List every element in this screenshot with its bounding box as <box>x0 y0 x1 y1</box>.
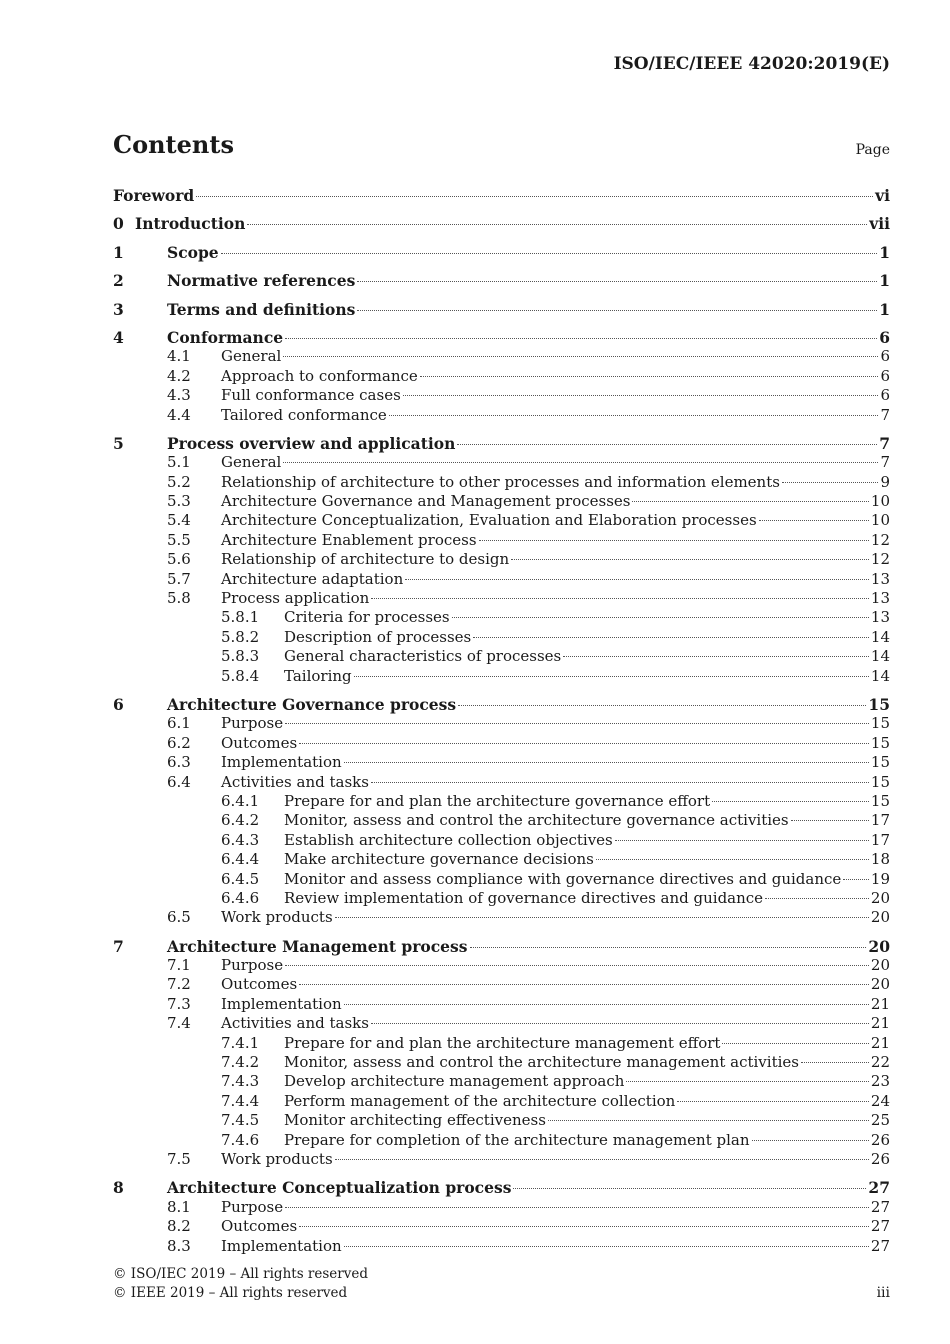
toc-entry-page: 17 <box>870 811 890 830</box>
toc-entry-title: Outcomes <box>221 733 298 752</box>
toc-entry-page: 22 <box>870 1053 890 1072</box>
toc-dot-leader <box>479 540 869 541</box>
toc-dot-leader <box>791 820 869 821</box>
toc-entry[interactable] <box>113 1217 890 1236</box>
table-of-contents <box>113 186 890 1265</box>
toc-entry-page: 10 <box>870 492 890 511</box>
toc-entry-number: 4.2 <box>167 366 191 385</box>
toc-entry-title: Prepare for completion of the architecture management plan <box>284 1130 750 1149</box>
toc-entry-number: 7 <box>113 936 124 956</box>
toc-entry-title: Foreword <box>113 186 195 205</box>
toc-entry-title: Normative references <box>167 271 356 291</box>
toc-dot-leader <box>801 1062 869 1063</box>
toc-entry-page: 20 <box>870 956 890 975</box>
toc-entry-page: 7 <box>880 453 890 472</box>
toc-dot-leader <box>473 637 869 638</box>
toc-entry-title: Process overview and application <box>167 433 456 453</box>
toc-entry-page: 15 <box>870 753 890 772</box>
toc-entry[interactable] <box>113 511 890 530</box>
toc-dot-leader <box>470 947 867 948</box>
toc-entry[interactable] <box>113 956 890 975</box>
toc-dot-leader <box>357 310 877 311</box>
toc-entry-title: General characteristics of processes <box>284 647 562 666</box>
toc-entry-title: Outcomes <box>221 975 298 994</box>
toc-dot-leader <box>513 1188 866 1189</box>
toc-entry-title: Tailoring <box>284 666 352 685</box>
toc-entry[interactable] <box>113 714 890 733</box>
toc-entry-title: Architecture Management process <box>167 936 468 956</box>
toc-entry-number: 5.1 <box>167 453 191 472</box>
toc-entry-title: Develop architecture management approach <box>284 1072 625 1091</box>
toc-entry-page: 26 <box>870 1149 890 1168</box>
toc-entry-title: Make architecture governance decisions <box>284 850 594 869</box>
toc-dot-leader <box>247 224 867 225</box>
toc-entry-page: 1 <box>879 271 890 291</box>
toc-group <box>113 1178 890 1256</box>
toc-dot-leader <box>283 356 878 357</box>
toc-entry-number: 7.4 <box>167 1014 191 1033</box>
toc-entry-title: Process application <box>221 589 370 608</box>
toc-entry[interactable] <box>113 271 890 290</box>
toc-entry-page: 14 <box>870 647 890 666</box>
toc-entry[interactable] <box>113 850 890 869</box>
toc-entry[interactable] <box>113 1014 890 1033</box>
toc-dot-leader <box>371 1023 869 1024</box>
toc-entry-page: 6 <box>880 386 890 405</box>
toc-entry[interactable] <box>113 492 890 511</box>
toc-entry-page: 24 <box>870 1091 890 1110</box>
toc-dot-leader <box>752 1140 869 1141</box>
toc-entry-number: 8.3 <box>167 1236 191 1255</box>
toc-entry-number: 6.4.1 <box>221 791 260 810</box>
toc-entry-number: 4.3 <box>167 386 191 405</box>
toc-entry[interactable] <box>113 975 890 994</box>
toc-entry[interactable] <box>113 1150 890 1169</box>
toc-entry-title: Architecture Conceptualization process <box>167 1178 512 1198</box>
toc-entry-number: 8.1 <box>167 1197 191 1216</box>
toc-entry[interactable] <box>113 792 890 811</box>
toc-entry-number: 5.6 <box>167 550 191 569</box>
toc-entry-page: 27 <box>870 1236 890 1255</box>
toc-entry-number: 5.3 <box>167 492 191 511</box>
toc-dot-leader <box>371 598 869 599</box>
toc-entry-number: 5.8.4 <box>221 666 260 685</box>
toc-entry-page: 6 <box>880 347 890 366</box>
toc-dot-leader <box>405 579 869 580</box>
toc-entry-title: Tailored conformance <box>221 405 387 424</box>
toc-entry-title: Establish architecture collection objectives <box>284 830 613 849</box>
toc-entry-title: Implementation <box>221 1236 342 1255</box>
toc-group <box>113 243 890 262</box>
toc-dot-leader <box>344 762 869 763</box>
toc-entry[interactable] <box>113 811 890 830</box>
toc-entry-title: Prepare for and plan the architecture governance effort <box>284 791 711 810</box>
toc-entry[interactable] <box>113 473 890 492</box>
toc-entry-page: 19 <box>870 869 890 888</box>
toc-dot-leader <box>196 196 873 197</box>
toc-dot-leader <box>596 859 869 860</box>
toc-entry[interactable] <box>113 870 890 889</box>
toc-entry-title: General <box>221 347 282 366</box>
toc-entry-title: Relationship of architecture to design <box>221 550 510 569</box>
toc-entry-number: 4 <box>113 327 124 347</box>
toc-entry[interactable] <box>113 328 890 347</box>
toc-entry-number: 5.8.3 <box>221 647 260 666</box>
toc-entry-page: 27 <box>870 1197 890 1216</box>
toc-entry-number: 6.4.2 <box>221 811 260 830</box>
toc-entry-title: Architecture Governance process <box>167 694 457 714</box>
toc-dot-leader <box>626 1081 869 1082</box>
toc-entry[interactable] <box>113 347 890 366</box>
toc-entry[interactable] <box>113 386 890 405</box>
toc-entry-number: 3 <box>113 299 124 319</box>
toc-entry-page: 1 <box>879 299 890 319</box>
toc-entry-title: Monitor architecting effectiveness <box>284 1111 546 1130</box>
toc-entry[interactable] <box>113 1198 890 1217</box>
toc-entry-page: 6 <box>880 366 890 385</box>
toc-entry-title: Work products <box>221 908 333 927</box>
toc-entry-number: 5 <box>113 433 124 453</box>
toc-dot-leader <box>285 338 877 339</box>
toc-group <box>113 186 890 205</box>
toc-dot-leader <box>344 1246 869 1247</box>
toc-entry-page: 20 <box>870 908 890 927</box>
toc-dot-leader <box>299 1226 869 1227</box>
toc-entry-title: Full conformance cases <box>221 386 401 405</box>
toc-entry[interactable] <box>113 186 890 205</box>
toc-dot-leader <box>548 1120 869 1121</box>
toc-entry[interactable] <box>113 1111 890 1130</box>
toc-entry-page: 13 <box>870 589 890 608</box>
toc-entry-page: 7 <box>880 405 890 424</box>
toc-entry[interactable] <box>113 367 890 386</box>
toc-entry-number: 5.8.1 <box>221 608 260 627</box>
toc-entry-number: 7.4.4 <box>221 1091 260 1110</box>
toc-entry-page: 27 <box>868 1178 890 1198</box>
toc-entry-page: 10 <box>870 511 890 530</box>
document-identifier: ISO/IEC/IEEE 42020:2019(E) <box>613 54 890 74</box>
toc-entry-title: Activities and tasks <box>221 1014 369 1033</box>
toc-entry-page: vi <box>875 186 890 205</box>
toc-entry-page: 21 <box>870 994 890 1013</box>
toc-entry-page: 26 <box>870 1130 890 1149</box>
toc-entry-page: 7 <box>879 433 890 453</box>
toc-entry-title: Review implementation of governance directives and guidance <box>284 888 764 907</box>
toc-entry-number: 8.2 <box>167 1217 191 1236</box>
toc-entry-page: 13 <box>870 569 890 588</box>
toc-dot-leader <box>457 444 877 445</box>
toc-group <box>113 937 890 1170</box>
toc-entry[interactable] <box>113 889 890 908</box>
toc-entry-number: 0 <box>113 214 124 234</box>
toc-entry[interactable] <box>113 243 890 262</box>
toc-entry-number: 7.5 <box>167 1149 191 1168</box>
toc-entry-page: 21 <box>870 1033 890 1052</box>
toc-group <box>113 300 890 319</box>
toc-entry-number: 7.4.2 <box>221 1053 260 1072</box>
toc-entry-title: Activities and tasks <box>221 772 369 791</box>
toc-dot-leader <box>285 723 869 724</box>
toc-entry-title: Description of processes <box>284 627 472 646</box>
copyright-iso: © ISO/IEC 2019 – All rights reserved <box>113 1266 368 1282</box>
toc-entry-number: 7.2 <box>167 975 191 994</box>
toc-entry-page: 6 <box>879 327 890 347</box>
toc-entry[interactable] <box>113 667 890 686</box>
toc-entry[interactable] <box>113 1237 890 1256</box>
toc-entry[interactable] <box>113 734 890 753</box>
toc-entry-page: 14 <box>870 627 890 646</box>
toc-dot-leader <box>420 376 879 377</box>
toc-dot-leader <box>283 462 878 463</box>
toc-entry-number: 6.4 <box>167 772 191 791</box>
toc-dot-leader <box>677 1101 869 1102</box>
toc-entry[interactable] <box>113 453 890 472</box>
toc-entry-page: 20 <box>868 936 890 956</box>
toc-entry-page: 12 <box>870 530 890 549</box>
toc-dot-leader <box>511 559 869 560</box>
toc-entry-page: 18 <box>870 850 890 869</box>
toc-entry-number: 7.3 <box>167 994 191 1013</box>
toc-entry-title: Monitor, assess and control the architecture management activities <box>284 1053 799 1072</box>
toc-entry-page: vii <box>869 214 890 234</box>
toc-dot-leader <box>389 415 879 416</box>
toc-entry-title: Prepare for and plan the architecture management effort <box>284 1033 721 1052</box>
toc-entry-number: 6.4.3 <box>221 830 260 849</box>
toc-dot-leader <box>285 965 869 966</box>
toc-dot-leader <box>285 1207 869 1208</box>
toc-dot-leader <box>299 743 869 744</box>
toc-entry-title: Perform management of the architecture collection <box>284 1091 676 1110</box>
toc-entry-page: 21 <box>870 1014 890 1033</box>
toc-dot-leader <box>371 782 869 783</box>
toc-entry-title: Scope <box>167 242 219 262</box>
toc-entry-title: Purpose <box>221 1197 284 1216</box>
toc-entry-number: 6.2 <box>167 733 191 752</box>
toc-entry-number: 6.3 <box>167 753 191 772</box>
toc-entry-title: Architecture Enablement process <box>221 530 477 549</box>
toc-group <box>113 434 890 686</box>
toc-entry-number: 8 <box>113 1178 124 1198</box>
toc-entry-title: General <box>221 453 282 472</box>
toc-entry[interactable] <box>113 908 890 927</box>
toc-entry-number: 5.4 <box>167 511 191 530</box>
toc-entry[interactable] <box>113 753 890 772</box>
toc-dot-leader <box>335 917 869 918</box>
toc-entry-page: 20 <box>870 888 890 907</box>
toc-entry[interactable] <box>113 647 890 666</box>
toc-entry[interactable] <box>113 406 890 425</box>
toc-entry[interactable] <box>113 695 890 714</box>
toc-entry-page: 15 <box>868 694 890 714</box>
toc-dot-leader <box>759 520 869 521</box>
toc-entry[interactable] <box>113 628 890 647</box>
toc-entry-number: 7.4.5 <box>221 1111 260 1130</box>
toc-dot-leader <box>357 281 877 282</box>
toc-group <box>113 695 890 928</box>
toc-entry[interactable] <box>113 773 890 792</box>
toc-entry-number: 6 <box>113 694 124 714</box>
toc-dot-leader <box>782 482 879 483</box>
toc-dot-leader <box>299 984 869 985</box>
toc-entry-title: Implementation <box>221 994 342 1013</box>
toc-entry-number: 4.4 <box>167 405 191 424</box>
toc-entry-number: 6.5 <box>167 908 191 927</box>
toc-entry[interactable] <box>113 589 890 608</box>
toc-dot-leader <box>615 840 869 841</box>
toc-entry[interactable] <box>113 831 890 850</box>
toc-dot-leader <box>722 1043 868 1044</box>
toc-entry-title: Introduction <box>135 214 246 234</box>
toc-dot-leader <box>563 656 869 657</box>
toc-dot-leader <box>452 617 869 618</box>
toc-entry-number: 6.1 <box>167 714 191 733</box>
toc-entry-page: 14 <box>870 666 890 685</box>
toc-entry-title: Architecture Conceptualization, Evaluation and Elaboration processes <box>221 511 757 530</box>
toc-dot-leader <box>344 1004 869 1005</box>
toc-entry[interactable] <box>113 1072 890 1091</box>
toc-entry-title: Terms and definitions <box>167 299 356 319</box>
page-title: Contents <box>113 130 234 159</box>
toc-dot-leader <box>403 395 879 396</box>
toc-entry-page: 9 <box>880 472 890 491</box>
toc-entry-page: 15 <box>870 772 890 791</box>
toc-entry-page: 15 <box>870 733 890 752</box>
toc-entry-title: Approach to conformance <box>221 366 418 385</box>
toc-entry-number: 7.4.3 <box>221 1072 260 1091</box>
toc-entry-title: Relationship of architecture to other processes and information elements <box>221 472 780 491</box>
toc-dot-leader <box>712 801 869 802</box>
toc-entry-page: 15 <box>870 791 890 810</box>
toc-entry-number: 7.4.6 <box>221 1130 260 1149</box>
toc-entry[interactable] <box>113 531 890 550</box>
toc-entry-number: 1 <box>113 242 124 262</box>
toc-dot-leader <box>632 501 868 502</box>
toc-entry-page: 15 <box>870 714 890 733</box>
toc-entry[interactable] <box>113 608 890 627</box>
toc-entry[interactable] <box>113 995 890 1014</box>
toc-entry-page: 17 <box>870 830 890 849</box>
toc-entry-page: 25 <box>870 1111 890 1130</box>
toc-entry-number: 5.7 <box>167 569 191 588</box>
toc-entry-title: Architecture adaptation <box>221 569 404 588</box>
toc-dot-leader <box>335 1159 869 1160</box>
toc-dot-leader <box>221 253 878 254</box>
toc-entry-page: 23 <box>870 1072 890 1091</box>
toc-entry-number: 6.4.6 <box>221 888 260 907</box>
toc-entry-title: Implementation <box>221 753 342 772</box>
toc-entry-title: Outcomes <box>221 1217 298 1236</box>
toc-entry-title: Criteria for processes <box>284 608 450 627</box>
toc-entry-number: 5.8 <box>167 589 191 608</box>
toc-entry[interactable] <box>113 570 890 589</box>
toc-entry-page: 27 <box>870 1217 890 1236</box>
toc-entry[interactable] <box>113 1178 890 1197</box>
toc-entry[interactable] <box>113 1034 890 1053</box>
toc-dot-leader <box>354 676 869 677</box>
toc-entry-title: Purpose <box>221 714 284 733</box>
toc-group <box>113 271 890 290</box>
toc-entry-number: 7.4.1 <box>221 1033 260 1052</box>
toc-entry[interactable] <box>113 1092 890 1111</box>
toc-entry-number: 5.5 <box>167 530 191 549</box>
copyright-ieee: © IEEE 2019 – All rights reserved <box>113 1285 348 1301</box>
toc-entry-number: 6.4.5 <box>221 869 260 888</box>
toc-entry-title: Conformance <box>167 327 284 347</box>
toc-dot-leader <box>843 879 869 880</box>
toc-entry-page: 12 <box>870 550 890 569</box>
toc-group <box>113 328 890 425</box>
toc-entry-number: 2 <box>113 271 124 291</box>
toc-entry-title: Monitor and assess compliance with governance directives and guidance <box>284 869 842 888</box>
toc-entry[interactable] <box>113 300 890 319</box>
toc-entry[interactable] <box>113 1053 890 1072</box>
toc-entry-number: 6.4.4 <box>221 850 260 869</box>
toc-entry[interactable] <box>113 550 890 569</box>
toc-entry-number: 5.8.2 <box>221 627 260 646</box>
toc-entry[interactable] <box>113 937 890 956</box>
toc-entry[interactable] <box>113 1131 890 1150</box>
toc-entry-title: Purpose <box>221 956 284 975</box>
toc-dot-leader <box>765 898 869 899</box>
toc-entry-page: 13 <box>870 608 890 627</box>
toc-entry[interactable] <box>113 434 890 453</box>
toc-entry-title: Work products <box>221 1149 333 1168</box>
toc-entry-number: 5.2 <box>167 472 191 491</box>
toc-entry-page: 20 <box>870 975 890 994</box>
toc-entry-title: Monitor, assess and control the architecture governance activities <box>284 811 789 830</box>
toc-entry-number: 7.1 <box>167 956 191 975</box>
page-column-label: Page <box>855 142 890 158</box>
toc-entry-page: 1 <box>879 242 890 262</box>
toc-group <box>113 214 890 233</box>
page-number: iii <box>876 1285 890 1301</box>
toc-entry[interactable] <box>113 214 890 233</box>
toc-dot-leader <box>458 705 866 706</box>
toc-entry-title: Architecture Governance and Management processes <box>221 492 631 511</box>
toc-entry-number: 4.1 <box>167 347 191 366</box>
